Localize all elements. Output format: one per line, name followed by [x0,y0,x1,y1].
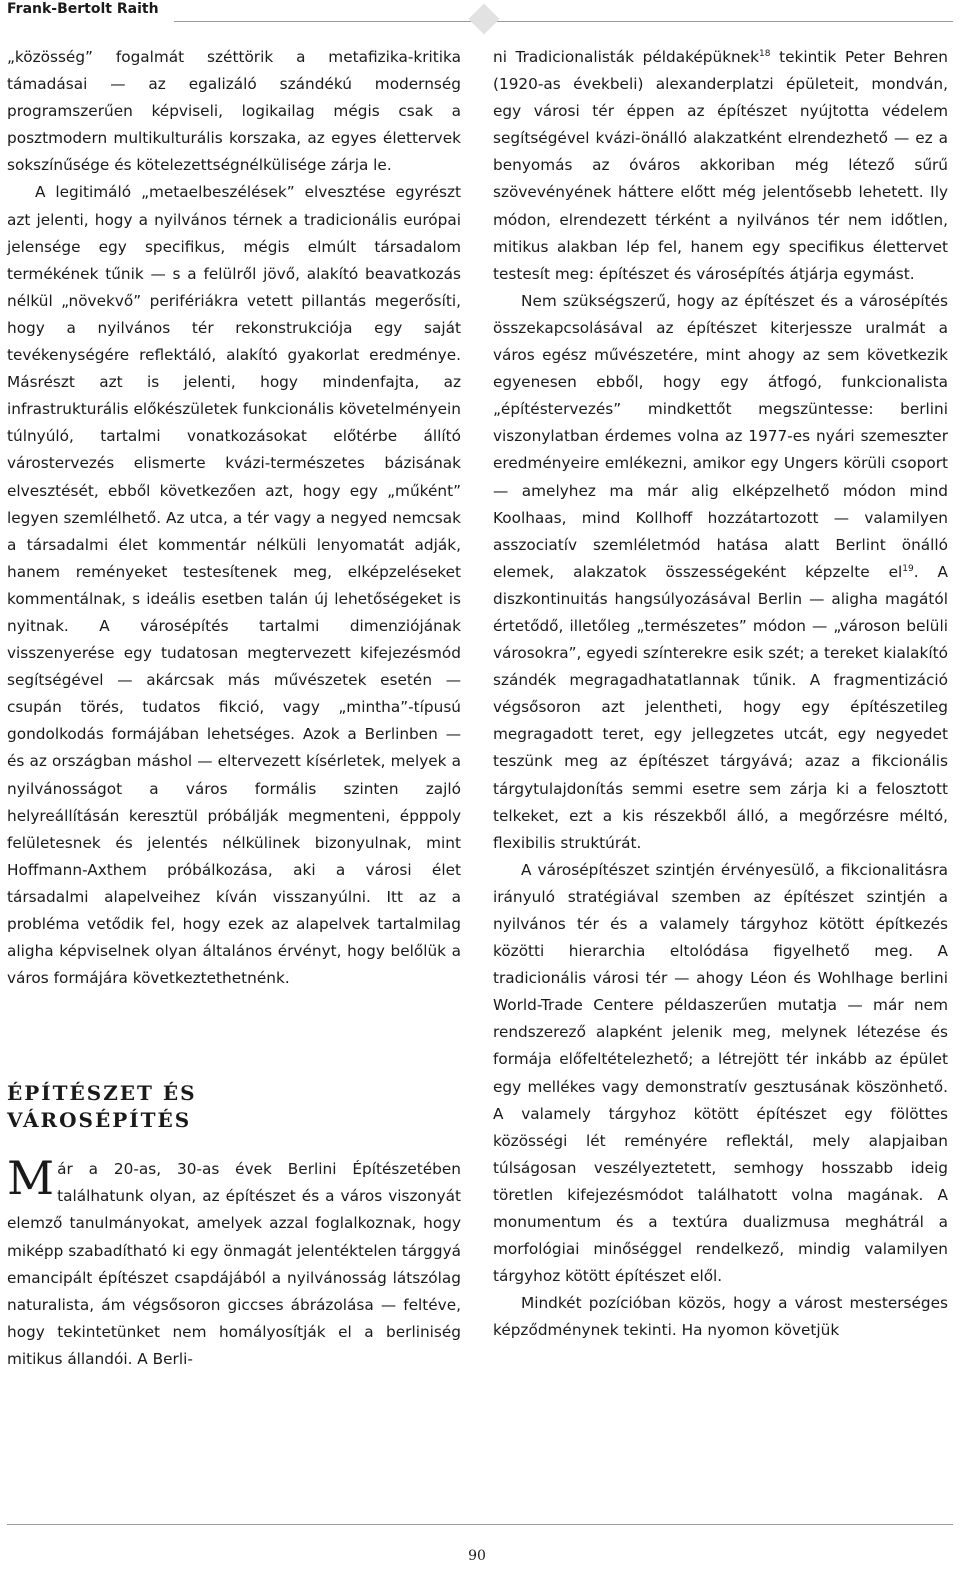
section-heading-line: VÁROSÉPÍTÉS [7,1108,192,1133]
footnote-ref: 18 [759,49,771,59]
drop-cap-paragraph-text: ár a 20-as, 30-as évek Berlini Építészetében találhatunk olyan, az építészet és a város viszonyát elemző tanulmányokat, amelyek azzal foglalkoznak, hogy miképp szabadítható ki egy önmagát jelentéktelen tárggyá emancipált építészet csapdájából a nyilvánosság látszólag naturalista, ám végsősoron giccses ábrázolása — feltéve, hogy tekintetünket nem homályosítják el a berliniség mitikus állandói. A Berli- [7,1160,461,1368]
paragraph-text: Nem szükségszerű, hogy az építészet és a városépítés összekapcsolásával az építészet kiterjessze uralmát a város egész művészetére, mint ahogy az sem következik egyenesen ebből, hogy egy átfogó, funkcionalista „építéstervezés” mindkettőt megszüntesse: berlini viszonylatban érdemes volna az 1977-es nyári szemeszter eredményeire emlékezni, amikor egy Ungers körüli csoport — amelyhez ma már alig elképzelhető módon mind Koolhaas, mind Kollhoff hozzátartozott — valamilyen asszociatív szemléletmód hatása alatt Berlint önálló elemek, alakzatok összességeként képzelte el [493,291,948,581]
section-heading-line: ÉPÍTÉSZET ÉS [7,1081,197,1106]
paragraph-text: ni Tradicionalisták példaképüknek [493,48,760,66]
body-paragraph: A városépítészet szintjén érvényesülő, a fikcionalitásra irányuló stratégiával szemben az építészet szintjén a nyilvános tér és a valamely tárgyhoz kötött építkezés közötti hierarchia eltolódása figyelhető meg. A tradicionális városi tér — ahogy Léon és Wohlhage berlini World-Trade Centere példaszerűen mutatja — már nem rendszerező alapként jelenik meg, melynek létezése és formája előfeltételezhető; a létrejött tér inkább az épület egy mellékes vagy demonstratív gesztusának köszönhető. A valamely tárgyhoz kötött építészet egy fölöttes közösségi lét reményére reflektál, mely alapjaiban túlságosan veszélyeztetett, semhogy hosszabb ideig töretlen kifejezésmódot találhatott volna magának. A monumentum és a textúra dualizmusa meghátrál a morfológiai minőséggel rendelkező, mindig valamilyen tárgyhoz kötött építészet elől. [493,860,948,1286]
body-paragraph: A legitimáló „metaelbeszélések” elvesztése egyrészt azt jelenti, hogy a nyilvános térnek a tradicionális európai jelensége egy specifikus, mégis elmúlt társadalom termékének tűnik — s a felülről jövő, alakító beavatkozás nélkül „növekvő” perifériákra vetett pillantás megerősíti, hogy a nyilvános tér rekonstrukciója egy saját tevékenységére reflektáló, alakító gyakorlat eredménye. Másrészt azt is jelenti, hogy mindenfajta, az infrastrukturális előkészületek funkcionális követelményein túlnyúló, tartalmi vonatkozásokat előtérbe állító várostervezés elismerte kvázi-természetes bázisának elvesztését, ebből következően azt, hogy egy „műként” legyen szemlélhető. Az utca, a tér vagy a negyed nemcsak a társadalmi élet kommentár nélküli lenyomatát adják, hanem reményeket testesítenek meg, elképzeléseket kommentálnak, s ideális esetben talán új lehetőségeket is nyitnak. A városépítés tartalmi dimenziójának visszenyerése egy tudatosan megtervezett kifejezésmód segítségével — akárcsak más művészetek esetén — csupán törés, tudatos fikció, vagy „mintha”-típusú gondolkodás formájában lehetséges. Azok a Berlinben — és az országban máshol — eltervezett kísérletek, melyek a nyilvánosságot a város formális szinten zajló helyreállításán keresztül próbálják megmenteni, épppoly felületesnek és jelentés nélkülinek bizonyulnak, mint Hoffmann-Axthem próbálkozása, aki a városi élet társadalmi alapelveihez kíván visszanyúlni. Itt az a probléma vetődik fel, hogy ezek az alapelvek tartalmilag aligha képviselnek olyan általános érvényt, hogy belőlük a város formájára következtethetnénk. [7,183,461,988]
running-header [7,0,953,22]
paragraph-text: tekintik Peter Behren (1920-as évekbeli) alexanderplatzi épületeit, mondván, egy városi tér éppen az építészet nyújtotta védelem segítségével kvázi-önálló alakzatként elrendezhető — ez a benyomás az óváros akkoriban még létező sűrű szövevényének háttere előtt még jelentősebb lehetett. Ily módon, elrendezett térként a nyilvános tér nem időtlen, mitikus alakban lép fel, hanem egy specifikus élettervet testesít meg: építészet és városépítés átjárja egymást. [493,48,948,283]
paragraph-text: . A diszkontinuitás hangsúlyozásával Berlin — aligha magától értetődő, illetőleg „természetes” módon — „városon belüli városokra”, egyedi színterekre esik szét; a tereket kialakító szándék megragadhatatlannak tűnik. A fragmentizáció végsősoron azt jelentheti, hogy egy építészetileg megragadott teret, egy jellegzetes utcát, egy negyedet teszünk meg az építészet tárgyává; azaz a fikcionális tárgytulajdonítás semmi esetre sem zárja ki a felosztott telkeket, ezt a kis részekből álló, a megőrzésre méltó, flexibilis struktúrát. [493,562,948,852]
footer-rule [7,1524,953,1525]
body-paragraph [493,44,948,288]
header-rule [174,21,953,22]
body-paragraph: Mindkét pozícióban közös, hogy a várost mesterséges képződménynek tekinti. Ha nyomon követjük [493,1294,948,1340]
drop-cap: M [7,1151,55,1206]
section-heading [7,1080,461,1134]
body-paragraph [493,288,948,857]
page-number: 90 [468,1548,486,1564]
right-column [493,44,948,1345]
footnote-ref: 19 [902,563,914,574]
running-header-author: Frank-Bertolt Raith [7,1,159,17]
left-column [7,44,461,1373]
header-diamond-ornament [468,3,499,34]
body-paragraph: „közösség” fogalmát széttörik a metafizika-kritika támadásai — az egalizáló szándékú modernség programszerűen képviseli, logikailag mégis csak a posztmodern multikulturális korszaka, az egyes élettervek sokszínűsége és kötelezettségnélkülisége zárja le. [7,48,461,175]
body-paragraph [7,1151,461,1373]
